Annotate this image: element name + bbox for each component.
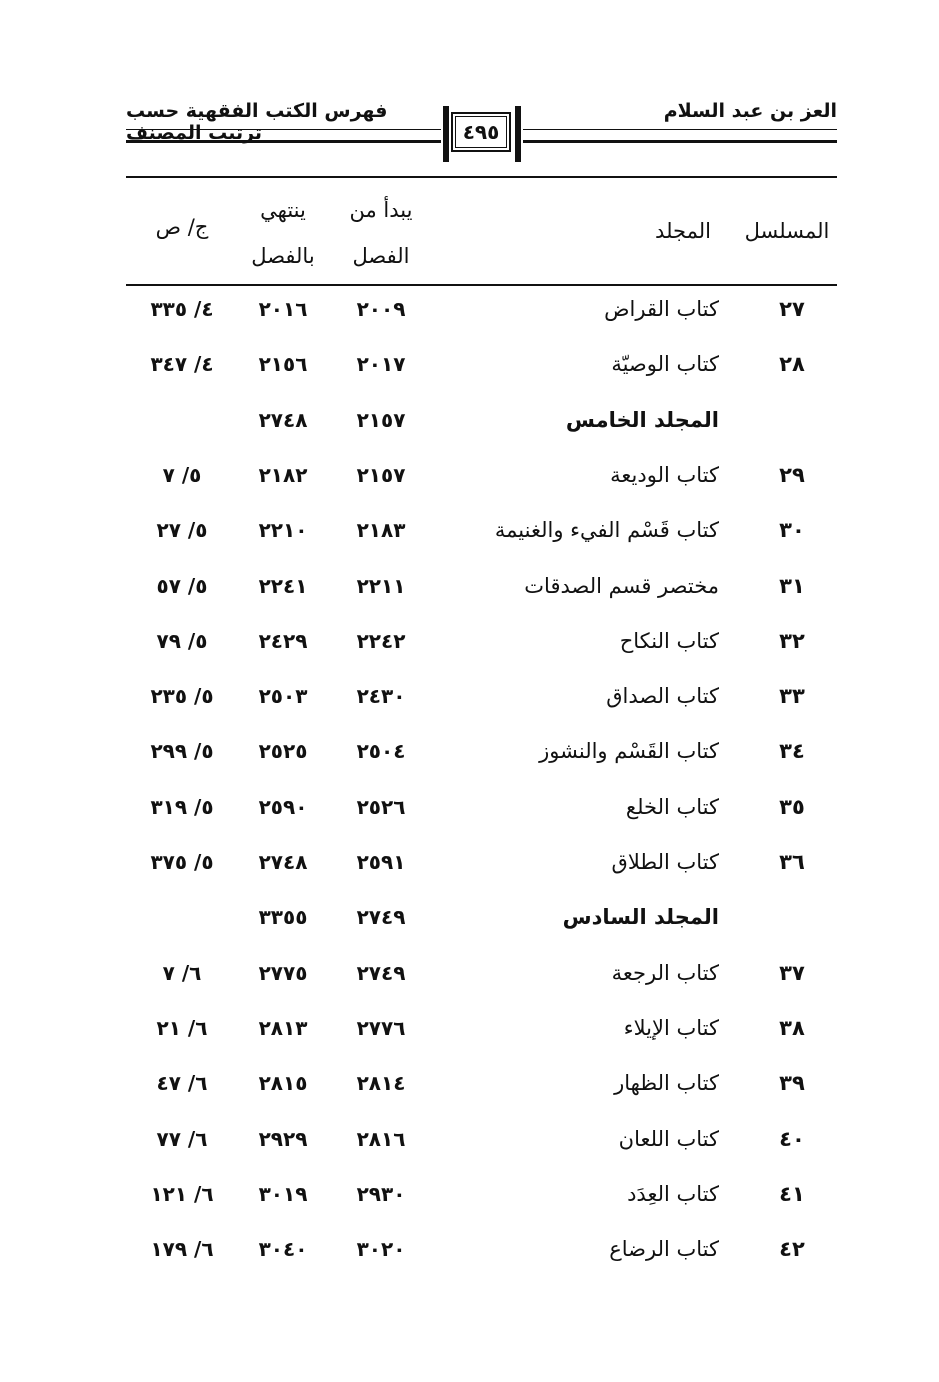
row-serial: ٤٢ — [779, 1237, 805, 1262]
table-row — [126, 1167, 837, 1222]
row-title: كتاب الظهار — [614, 1071, 719, 1096]
row-start-chapter: ٢٥٩١ — [356, 850, 406, 874]
table-row — [126, 780, 837, 835]
table-row — [126, 1112, 837, 1167]
table-row — [126, 669, 837, 724]
table-row — [126, 1001, 837, 1056]
header-start-line1: يبدأ من — [349, 198, 413, 222]
row-end-chapter: ٢٧٧٥ — [258, 960, 308, 985]
row-volume-page: ٦/ ٢١ — [156, 1015, 208, 1040]
row-volume-page: ٦/ ١٢١ — [150, 1181, 214, 1206]
row-start-chapter: ٢٧٧٦ — [356, 1015, 406, 1040]
table-row — [126, 559, 837, 614]
row-end-chapter: ٢٧٤٨ — [258, 850, 308, 874]
row-volume-page — [126, 890, 238, 945]
row-serial: ٢٨ — [779, 352, 805, 377]
row-end-chapter: ٣٣٥٥ — [258, 905, 308, 930]
row-title: مختصر قسم الصدقات — [524, 573, 719, 598]
row-start-chapter: ٢٠٠٩ — [356, 297, 406, 321]
row-volume-page: ٥/ ٣١٩ — [150, 794, 214, 819]
row-title: كتاب الوديعة — [610, 462, 719, 487]
row-title: كتاب الإيلاء — [623, 1015, 719, 1040]
row-volume-page: ٥/ ٢٣٥ — [150, 684, 214, 709]
ornament-post-left — [443, 106, 449, 162]
row-start-chapter: ٢١٨٣ — [356, 518, 406, 543]
row-serial: ٤٠ — [779, 1126, 805, 1151]
header-page: ج/ ص — [155, 215, 209, 239]
header-volume: المجلد — [655, 219, 711, 243]
table-row — [126, 1222, 837, 1277]
row-title: كتاب قَسْم الفيء والغنيمة — [494, 518, 719, 543]
row-volume-page: ٥/ ٧ — [162, 462, 202, 487]
row-start-chapter: ٢٨١٦ — [356, 1126, 406, 1151]
row-title: كتاب اللعان — [618, 1126, 719, 1151]
row-start-chapter: ٢٩٣٠ — [356, 1181, 406, 1206]
row-end-chapter: ٢٨١٣ — [258, 1015, 308, 1040]
row-end-chapter: ٢٢١٠ — [258, 518, 308, 543]
row-title: كتاب الصداق — [606, 684, 719, 709]
row-start-chapter: ٢١٥٧ — [356, 407, 406, 432]
header-serial: المسلسل — [744, 219, 830, 243]
row-start-chapter: ٢٢٤٢ — [356, 628, 406, 653]
row-end-chapter: ٢٨١٥ — [258, 1071, 308, 1096]
row-start-chapter: ٢٧٤٩ — [356, 905, 406, 930]
row-title: كتاب القراض — [604, 297, 719, 321]
row-volume-page: ٤/ ٣٣٥ — [150, 297, 214, 321]
row-volume-page — [126, 393, 238, 448]
row-end-chapter: ٢٢٤١ — [258, 573, 308, 598]
row-start-chapter: ٢٧٤٩ — [356, 960, 406, 985]
page-number: ٤٩٥ — [462, 120, 500, 144]
row-start-chapter: ٢٤٣٠ — [356, 684, 406, 709]
table-row — [126, 946, 837, 1001]
section-title: المجلد السادس — [562, 905, 719, 930]
table-row — [126, 890, 837, 945]
table-rule-top — [126, 176, 837, 178]
header-start-line2: الفصل — [352, 244, 410, 268]
row-volume-page: ٦/ ٤٧ — [156, 1071, 208, 1096]
row-end-chapter: ٢١٨٢ — [258, 462, 308, 487]
row-start-chapter: ٢٠١٧ — [356, 352, 406, 377]
row-start-chapter: ٣٠٢٠ — [356, 1237, 406, 1262]
row-serial: ٣٣ — [779, 684, 805, 709]
row-end-chapter: ٢٠١٦ — [258, 297, 308, 321]
row-volume-page: ٤/ ٣٤٧ — [150, 352, 214, 377]
table-row — [126, 282, 837, 337]
row-end-chapter: ٣٠٤٠ — [258, 1237, 308, 1262]
row-serial: ٢٧ — [779, 297, 805, 321]
row-serial: ٣٩ — [779, 1071, 805, 1096]
row-serial: ٢٩ — [779, 462, 805, 487]
row-volume-page: ٦/ ٧٧ — [156, 1126, 208, 1151]
row-serial: ٣٢ — [779, 628, 805, 653]
header-end-line2: بالفصل — [251, 244, 315, 268]
row-title: كتاب النكاح — [619, 628, 719, 653]
row-end-chapter: ٢٤٢٩ — [258, 628, 308, 653]
row-serial: ٣٨ — [779, 1015, 805, 1040]
row-title: كتاب الوصيّة — [611, 352, 719, 377]
row-serial: ٣١ — [779, 573, 805, 598]
row-start-chapter: ٢٨١٤ — [356, 1071, 406, 1096]
table-row — [126, 1056, 837, 1111]
running-header-left: فهرس الكتب الفقهية حسب ترتيب المصنف — [126, 100, 388, 144]
row-title: كتاب الطلاق — [611, 850, 719, 874]
table-row — [126, 503, 837, 558]
row-end-chapter: ٢٩٢٩ — [258, 1126, 308, 1151]
row-serial: ٣٧ — [779, 960, 805, 985]
row-volume-page: ٦/ ٧ — [162, 960, 202, 985]
page-number-box — [441, 106, 523, 162]
row-serial: ٣٥ — [779, 794, 805, 819]
row-volume-page: ٥/ ٧٩ — [156, 628, 208, 653]
row-serial: ٣٦ — [779, 850, 805, 874]
row-volume-page: ٥/ ٢٧ — [156, 518, 208, 543]
row-start-chapter: ٢١٥٧ — [356, 462, 406, 487]
row-end-chapter: ٢٧٤٨ — [258, 407, 308, 432]
table-row — [126, 614, 837, 669]
row-serial — [747, 890, 837, 945]
table-row — [126, 393, 837, 448]
row-title: كتاب الرضاع — [609, 1237, 719, 1262]
row-volume-page: ٥/ ٢٩٩ — [150, 739, 214, 764]
row-serial — [747, 393, 837, 448]
row-end-chapter: ٣٠١٩ — [258, 1181, 308, 1206]
row-end-chapter: ٢٥٢٥ — [258, 739, 308, 764]
row-start-chapter: ٢٢١١ — [356, 573, 406, 598]
ornament-post-right — [515, 106, 521, 162]
header-end-line1: ينتهي — [260, 198, 306, 222]
row-end-chapter: ٢٥٠٣ — [258, 684, 308, 709]
row-end-chapter: ٢٥٩٠ — [258, 794, 308, 819]
row-serial: ٣٠ — [779, 518, 805, 543]
running-header-right: العز بن عبد السلام — [663, 100, 837, 122]
row-start-chapter: ٢٥٢٦ — [356, 794, 406, 819]
row-title: كتاب العِدَد — [627, 1181, 719, 1206]
row-serial: ٤١ — [779, 1181, 805, 1206]
row-end-chapter: ٢١٥٦ — [258, 352, 308, 377]
row-volume-page: ٦/ ١٧٩ — [150, 1237, 214, 1262]
section-title: المجلد الخامس — [565, 407, 719, 432]
row-title: كتاب الرجعة — [611, 960, 719, 985]
table-row — [126, 835, 837, 890]
row-title: كتاب الخلع — [625, 794, 719, 819]
row-volume-page: ٥/ ٣٧٥ — [150, 850, 214, 874]
row-start-chapter: ٢٥٠٤ — [356, 739, 406, 764]
row-title: كتاب القَسْم والنشوز — [539, 739, 719, 764]
table-row — [126, 724, 837, 779]
row-volume-page: ٥/ ٥٧ — [156, 573, 208, 598]
table-row — [126, 448, 837, 503]
row-serial: ٣٤ — [779, 739, 805, 764]
table-row — [126, 337, 837, 392]
